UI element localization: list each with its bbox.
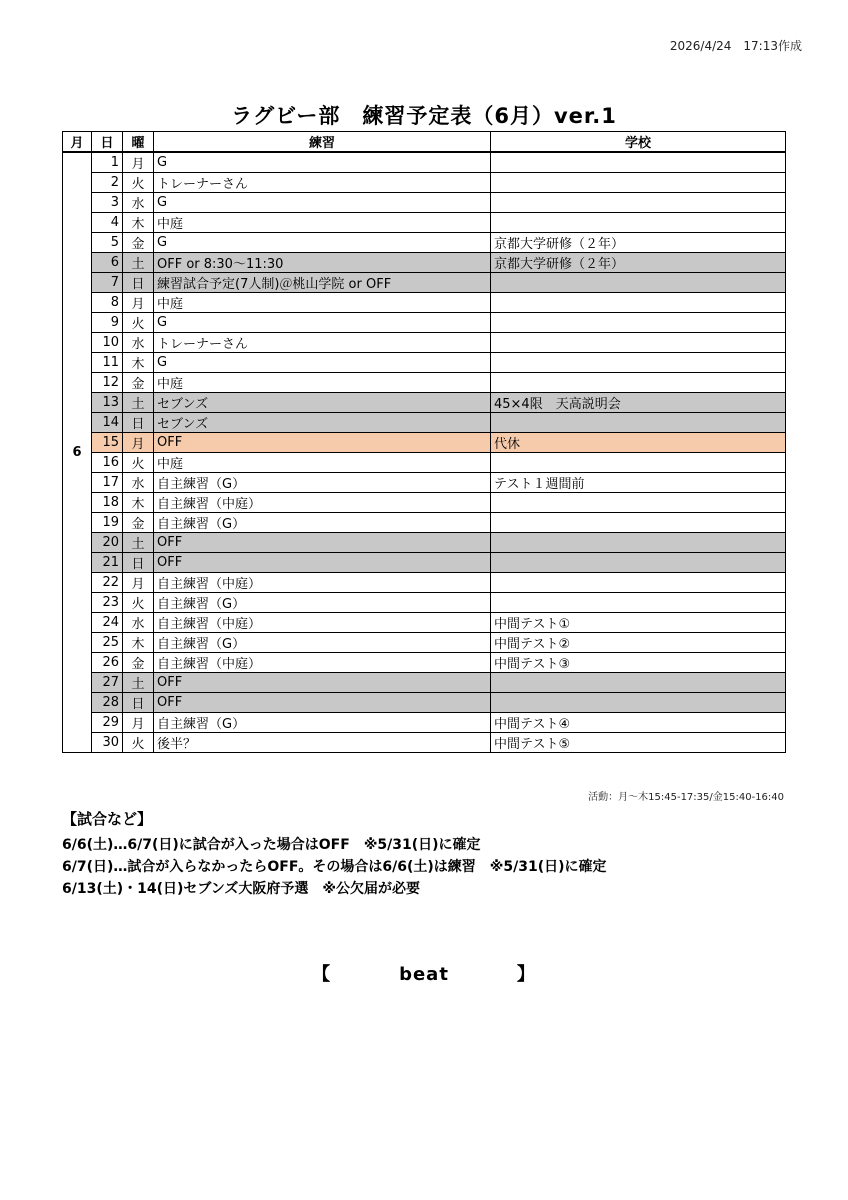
footer-motto: [0, 960, 848, 986]
weekday-cell: 日: [123, 693, 154, 713]
table-row: [63, 593, 786, 613]
day-cell: 20: [92, 533, 123, 553]
weekday-cell: 火: [123, 593, 154, 613]
note-line: 6/7(日)…試合が入らなかったらOFF。その場合は6/6(土)は練習 ※5/31(日)に確定: [62, 859, 607, 875]
weekday-cell: 火: [123, 453, 154, 473]
day-cell: 21: [92, 553, 123, 573]
table-row: [63, 213, 786, 233]
school-cell: 代休: [491, 433, 786, 453]
school-cell: 中間テスト⑤: [491, 733, 786, 753]
practice-cell: OFF: [154, 553, 491, 573]
note-line: 6/13(土)・14(日)セブンズ大阪府予選 ※公欠届が必要: [62, 881, 421, 897]
day-cell: 29: [92, 713, 123, 733]
school-cell: [491, 413, 786, 433]
school-cell: 中間テスト④: [491, 713, 786, 733]
school-cell: [491, 353, 786, 373]
col-header-month: 月: [63, 132, 92, 153]
school-cell: [491, 273, 786, 293]
weekday-cell: 土: [123, 253, 154, 273]
weekday-cell: 金: [123, 513, 154, 533]
practice-cell: OFF: [154, 433, 491, 453]
page-title: ラグビー部 練習予定表（6月）ver.1: [231, 104, 617, 128]
table-row: [63, 573, 786, 593]
practice-cell: セブンズ: [154, 393, 491, 413]
weekday-cell: 金: [123, 373, 154, 393]
table-row: [63, 413, 786, 433]
school-cell: [491, 152, 786, 173]
weekday-cell: 月: [123, 152, 154, 173]
table-row: [63, 393, 786, 413]
day-cell: 10: [92, 333, 123, 353]
weekday-cell: 火: [123, 733, 154, 753]
table-row: [63, 533, 786, 553]
practice-cell: 自主練習（中庭）: [154, 653, 491, 673]
school-cell: テスト１週間前: [491, 473, 786, 493]
bracket-open: 【: [312, 964, 332, 985]
table-row: [63, 693, 786, 713]
weekday-cell: 土: [123, 393, 154, 413]
school-cell: [491, 593, 786, 613]
day-cell: 18: [92, 493, 123, 513]
practice-cell: 自主練習（中庭）: [154, 573, 491, 593]
motto-word: beat: [399, 964, 449, 985]
school-cell: [491, 453, 786, 473]
table-row: [63, 313, 786, 333]
school-cell: [491, 313, 786, 333]
table-row: [63, 453, 786, 473]
practice-cell: G: [154, 152, 491, 173]
school-cell: 中間テスト①: [491, 613, 786, 633]
practice-cell: トレーナーさん: [154, 333, 491, 353]
table-row: [63, 493, 786, 513]
col-header-practice: 練習: [154, 132, 491, 153]
day-cell: 30: [92, 733, 123, 753]
school-cell: 中間テスト③: [491, 653, 786, 673]
weekday-cell: 水: [123, 613, 154, 633]
day-cell: 28: [92, 693, 123, 713]
practice-cell: OFF: [154, 673, 491, 693]
day-cell: 12: [92, 373, 123, 393]
table-row: [63, 553, 786, 573]
weekday-cell: 木: [123, 213, 154, 233]
table-row: [63, 733, 786, 753]
school-cell: [491, 673, 786, 693]
weekday-cell: 木: [123, 633, 154, 653]
weekday-cell: 土: [123, 533, 154, 553]
table-row: [63, 193, 786, 213]
school-cell: [491, 213, 786, 233]
table-row: [63, 333, 786, 353]
practice-cell: G: [154, 233, 491, 253]
weekday-cell: 金: [123, 653, 154, 673]
table-row: [63, 633, 786, 653]
practice-cell: G: [154, 353, 491, 373]
table-row: [63, 173, 786, 193]
day-cell: 19: [92, 513, 123, 533]
day-cell: 4: [92, 213, 123, 233]
weekday-cell: 火: [123, 173, 154, 193]
weekday-cell: 木: [123, 353, 154, 373]
practice-cell: トレーナーさん: [154, 173, 491, 193]
school-cell: [491, 533, 786, 553]
school-cell: [491, 293, 786, 313]
schedule-table: [62, 131, 786, 753]
practice-cell: 中庭: [154, 453, 491, 473]
col-header-day: 日: [92, 132, 123, 153]
practice-cell: 自主練習（中庭）: [154, 493, 491, 513]
practice-cell: セブンズ: [154, 413, 491, 433]
weekday-cell: 水: [123, 473, 154, 493]
notes-heading: 【試合など】: [62, 810, 153, 828]
school-cell: 45×4限 天高説明会: [491, 393, 786, 413]
weekday-cell: 日: [123, 273, 154, 293]
day-cell: 11: [92, 353, 123, 373]
practice-cell: 練習試合予定(7人制)＠桃山学院 or OFF: [154, 273, 491, 293]
day-cell: 26: [92, 653, 123, 673]
day-cell: 7: [92, 273, 123, 293]
day-cell: 25: [92, 633, 123, 653]
day-cell: 15: [92, 433, 123, 453]
table-row: [63, 433, 786, 453]
note-line: 6/6(土)…6/7(日)に試合が入った場合はOFF ※5/31(日)に確定: [62, 837, 481, 853]
col-header-school: 学校: [491, 132, 786, 153]
practice-cell: 中庭: [154, 293, 491, 313]
weekday-cell: 金: [123, 233, 154, 253]
activity-hours-note: 活動：月～木15:45-17:35/金15:40-16:40: [588, 792, 784, 803]
table-row: [63, 613, 786, 633]
bracket-close: 】: [516, 964, 536, 985]
day-cell: 13: [92, 393, 123, 413]
table-row: [63, 152, 786, 173]
weekday-cell: 木: [123, 493, 154, 513]
school-cell: [491, 513, 786, 533]
practice-cell: OFF: [154, 533, 491, 553]
day-cell: 5: [92, 233, 123, 253]
day-cell: 9: [92, 313, 123, 333]
school-cell: [491, 553, 786, 573]
created-timestamp: 2026/4/24 17:13作成: [669, 39, 802, 53]
month-cell: 6: [63, 152, 92, 753]
practice-cell: OFF: [154, 693, 491, 713]
practice-cell: 後半？: [154, 733, 491, 753]
day-cell: 16: [92, 453, 123, 473]
practice-cell: 自主練習（G）: [154, 593, 491, 613]
school-cell: 京都大学研修（２年）: [491, 253, 786, 273]
table-row: [63, 373, 786, 393]
weekday-cell: 土: [123, 673, 154, 693]
school-cell: [491, 493, 786, 513]
day-cell: 8: [92, 293, 123, 313]
school-cell: [491, 193, 786, 213]
table-row: [63, 233, 786, 253]
notes-section: [62, 808, 607, 900]
school-cell: 中間テスト②: [491, 633, 786, 653]
day-cell: 3: [92, 193, 123, 213]
table-row: [63, 713, 786, 733]
day-cell: 24: [92, 613, 123, 633]
weekday-cell: 月: [123, 293, 154, 313]
day-cell: 23: [92, 593, 123, 613]
day-cell: 17: [92, 473, 123, 493]
table-row: [63, 273, 786, 293]
practice-cell: 自主練習（中庭）: [154, 613, 491, 633]
table-row: [63, 653, 786, 673]
weekday-cell: 水: [123, 333, 154, 353]
school-cell: [491, 373, 786, 393]
school-cell: [491, 693, 786, 713]
practice-cell: 自主練習（G）: [154, 473, 491, 493]
table-row: [63, 293, 786, 313]
weekday-cell: 水: [123, 193, 154, 213]
table-header-row: [63, 132, 786, 153]
practice-cell: 自主練習（G）: [154, 513, 491, 533]
day-cell: 2: [92, 173, 123, 193]
school-cell: 京都大学研修（２年）: [491, 233, 786, 253]
weekday-cell: 火: [123, 313, 154, 333]
day-cell: 14: [92, 413, 123, 433]
practice-cell: G: [154, 313, 491, 333]
weekday-cell: 月: [123, 433, 154, 453]
school-cell: [491, 573, 786, 593]
day-cell: 22: [92, 573, 123, 593]
day-cell: 1: [92, 152, 123, 173]
practice-cell: OFF or 8:30～11:30: [154, 253, 491, 273]
col-header-weekday: 曜: [123, 132, 154, 153]
day-cell: 6: [92, 253, 123, 273]
table-row: [63, 473, 786, 493]
school-cell: [491, 333, 786, 353]
practice-cell: 中庭: [154, 213, 491, 233]
practice-cell: 中庭: [154, 373, 491, 393]
weekday-cell: 月: [123, 713, 154, 733]
table-row: [63, 513, 786, 533]
practice-cell: 自主練習（G）: [154, 633, 491, 653]
practice-cell: 自主練習（G）: [154, 713, 491, 733]
schedule-body: [63, 152, 786, 753]
table-row: [63, 353, 786, 373]
weekday-cell: 日: [123, 553, 154, 573]
table-row: [63, 673, 786, 693]
weekday-cell: 日: [123, 413, 154, 433]
practice-cell: G: [154, 193, 491, 213]
day-cell: 27: [92, 673, 123, 693]
table-row: [63, 253, 786, 273]
weekday-cell: 月: [123, 573, 154, 593]
school-cell: [491, 173, 786, 193]
